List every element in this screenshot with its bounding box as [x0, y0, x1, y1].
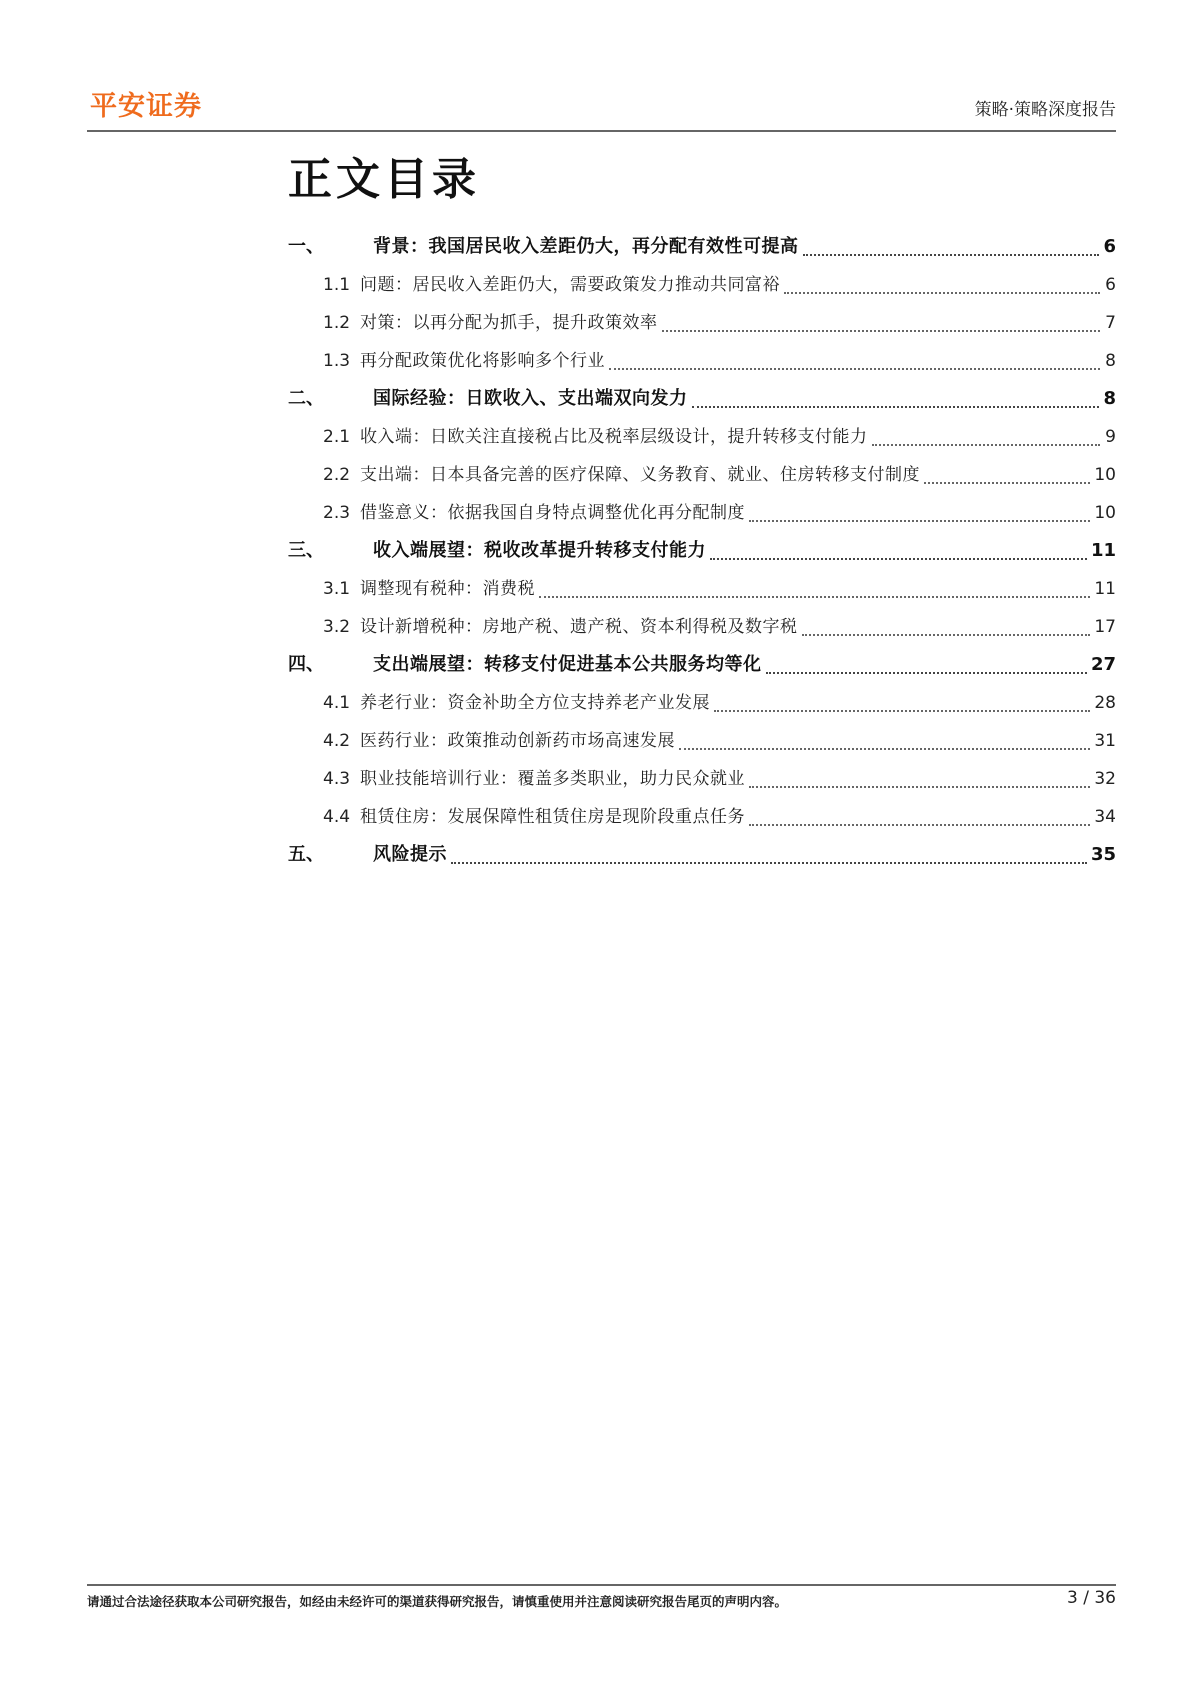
toc-entry-page: 11	[1090, 540, 1116, 561]
toc-entry-title: 支出端展望：转移支付促进基本公共服务均等化	[373, 654, 762, 675]
toc-dot-leader	[802, 634, 1091, 636]
toc-entry[interactable]	[288, 456, 1116, 494]
toc-entry-title: 调整现有税种：消费税	[360, 579, 536, 599]
toc-entry-page: 8	[1103, 388, 1116, 409]
toc-entry-number: 2.1	[323, 427, 351, 447]
toc-dot-leader	[692, 406, 1100, 408]
toc-entry-number: 一、	[288, 236, 324, 257]
toc-entry-title: 对策：以再分配为抓手，提升政策效率	[360, 313, 658, 333]
toc-entry[interactable]	[288, 342, 1116, 380]
toc-dot-leader	[710, 558, 1087, 560]
footer-divider	[87, 1584, 1116, 1586]
toc-entry-page: 31	[1094, 731, 1116, 751]
toc-entry-title: 再分配政策优化将影响多个行业	[360, 351, 606, 371]
toc-dot-leader	[749, 824, 1090, 826]
toc-entry-page: 8	[1105, 351, 1116, 371]
toc-entry-title: 养老行业：资金补助全方位支持养老产业发展	[360, 693, 711, 713]
toc-entry-number: 三、	[288, 540, 324, 561]
toc-entry-page: 6	[1103, 236, 1116, 257]
toc-entry[interactable]	[288, 798, 1116, 836]
toc-dot-leader	[451, 862, 1087, 864]
toc-entry-title: 职业技能培训行业：覆盖多类职业，助力民众就业	[360, 769, 746, 789]
toc-entry-title: 借鉴意义：依据我国自身特点调整优化再分配制度	[360, 503, 746, 523]
header-divider	[87, 130, 1116, 132]
toc-entry-number: 1.3	[323, 351, 351, 371]
toc-entry-title: 设计新增税种：房地产税、遗产税、资本利得税及数字税	[360, 617, 798, 637]
toc-entry-number: 1.1	[323, 275, 351, 295]
toc-entry-page: 32	[1094, 769, 1116, 789]
toc-entry-number: 4.3	[323, 769, 351, 789]
toc-entry[interactable]	[288, 228, 1116, 266]
toc-dot-leader	[784, 292, 1100, 294]
toc-entry-title: 收入端展望：税收改革提升转移支付能力	[373, 540, 706, 561]
toc-title: 正文目录	[288, 154, 480, 205]
toc-entry-page: 35	[1090, 844, 1116, 865]
toc-entry-page: 28	[1094, 693, 1116, 713]
toc-entry[interactable]	[288, 380, 1116, 418]
report-category: 策略·策略深度报告	[974, 100, 1116, 120]
toc-entry-number: 二、	[288, 388, 324, 409]
toc-dot-leader	[803, 254, 1100, 256]
toc-entry-title: 医药行业：政策推动创新药市场高速发展	[360, 731, 676, 751]
toc-entry-page: 17	[1094, 617, 1116, 637]
toc-entry[interactable]	[288, 532, 1116, 570]
toc-entry[interactable]	[288, 836, 1116, 874]
toc-entry-number: 2.3	[323, 503, 351, 523]
toc-entry[interactable]	[288, 570, 1116, 608]
toc-dot-leader	[924, 482, 1090, 484]
toc-entry[interactable]	[288, 608, 1116, 646]
table-of-contents	[288, 228, 1116, 874]
toc-entry-title: 问题：居民收入差距仍大，需要政策发力推动共同富裕	[360, 275, 781, 295]
toc-entry-number: 四、	[288, 654, 324, 675]
toc-entry-page: 9	[1105, 427, 1116, 447]
toc-entry[interactable]	[288, 722, 1116, 760]
toc-entry-number: 五、	[288, 844, 324, 865]
toc-entry-number: 4.4	[323, 807, 351, 827]
toc-entry[interactable]	[288, 418, 1116, 456]
toc-entry-page: 7	[1105, 313, 1116, 333]
toc-entry-number: 3.2	[323, 617, 351, 637]
toc-dot-leader	[872, 444, 1100, 446]
footer-disclaimer: 请通过合法途径获取本公司研究报告，如经由未经许可的渠道获得研究报告，请慎重使用并注意阅读研究报告尾页的声明内容。	[87, 1594, 788, 1609]
toc-entry[interactable]	[288, 684, 1116, 722]
toc-entry[interactable]	[288, 646, 1116, 684]
toc-entry[interactable]	[288, 494, 1116, 532]
toc-entry-number: 4.2	[323, 731, 351, 751]
company-logo: 平安证券	[90, 91, 202, 122]
toc-entry-title: 收入端：日欧关注直接税占比及税率层级设计，提升转移支付能力	[360, 427, 868, 447]
toc-entry-title: 背景：我国居民收入差距仍大，再分配有效性可提高	[373, 236, 799, 257]
toc-entry-title: 支出端：日本具备完善的医疗保障、义务教育、就业、住房转移支付制度	[360, 465, 921, 485]
toc-entry-page: 10	[1094, 503, 1116, 523]
toc-dot-leader	[749, 520, 1090, 522]
toc-entry-page: 10	[1094, 465, 1116, 485]
toc-entry-page: 34	[1094, 807, 1116, 827]
toc-entry-title: 租赁住房：发展保障性租赁住房是现阶段重点任务	[360, 807, 746, 827]
toc-dot-leader	[714, 710, 1090, 712]
toc-entry-title: 风险提示	[373, 844, 447, 865]
toc-entry-number: 2.2	[323, 465, 351, 485]
toc-entry[interactable]	[288, 760, 1116, 798]
toc-entry[interactable]	[288, 266, 1116, 304]
toc-entry-number: 1.2	[323, 313, 351, 333]
page-indicator: 3 / 36	[1067, 1588, 1116, 1608]
toc-dot-leader	[679, 748, 1090, 750]
toc-entry[interactable]	[288, 304, 1116, 342]
toc-dot-leader	[539, 596, 1090, 598]
toc-dot-leader	[609, 368, 1100, 370]
toc-entry-number: 4.1	[323, 693, 351, 713]
toc-entry-number: 3.1	[323, 579, 351, 599]
toc-entry-page: 6	[1105, 275, 1116, 295]
toc-entry-page: 11	[1094, 579, 1116, 599]
toc-dot-leader	[662, 330, 1100, 332]
toc-dot-leader	[749, 786, 1090, 788]
toc-dot-leader	[766, 672, 1087, 674]
toc-entry-title: 国际经验：日欧收入、支出端双向发力	[373, 388, 688, 409]
toc-entry-page: 27	[1090, 654, 1116, 675]
